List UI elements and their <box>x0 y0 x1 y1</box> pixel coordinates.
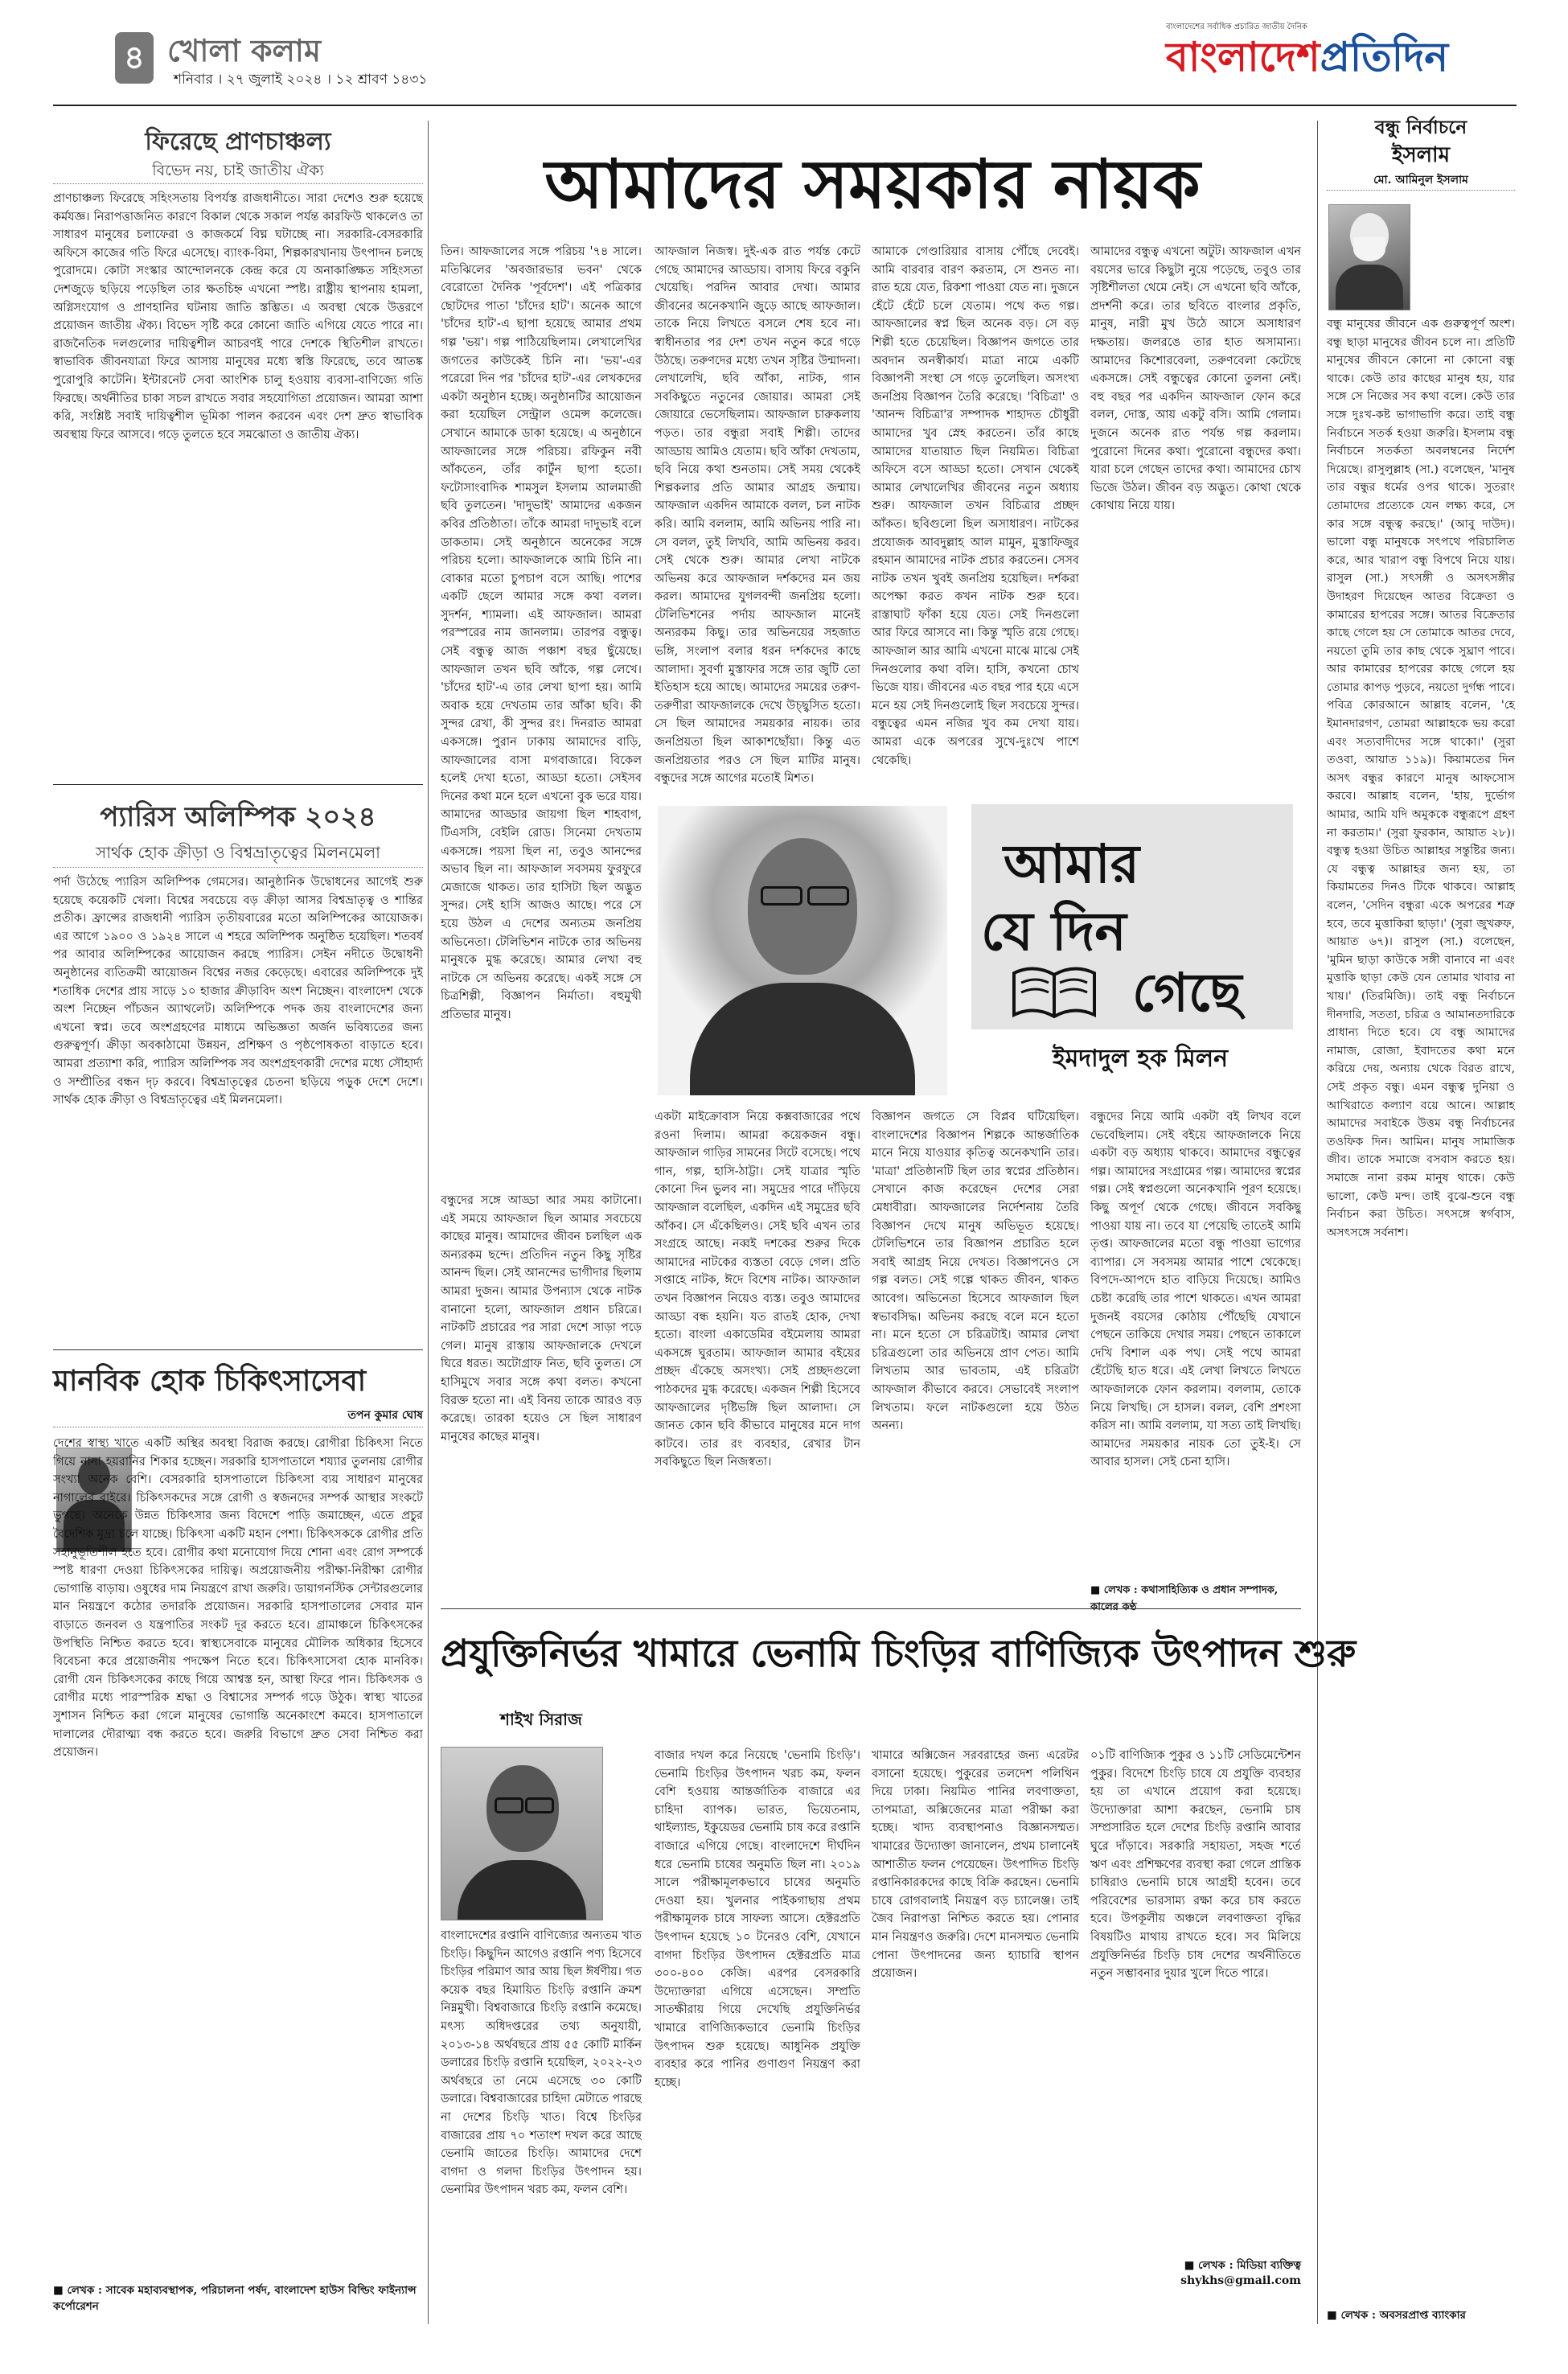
page-number: ৪ <box>124 39 145 76</box>
main-lower-col-2: বিজ্ঞাপন জগতে সে বিপ্লব ঘটিয়েছিল। বাংলাদেশের বিজ্ঞাপন শিল্পকে আন্তর্জাতিক মানে নিয়ে যাওয়ার কৃতিত্ব অনেকখানি তার। 'মাত্রা' প্রতিষ্ঠানটি ছিল তার স্বপ্নের প্রতিষ্ঠান। সেখানে কাজ করেছেন দেশের সেরা মেধাবীরা। আফজালের নির্দেশনায় তৈরি বিজ্ঞাপন দেখে মানুষ অভিভূত হয়েছে। টেলিভিশনে তার বিজ্ঞাপন প্রচারিত হলে সবাই আগ্রহ নিয়ে দেখত। বিজ্ঞাপনেও সে গল্প বলত। সেই গল্পে থাকত জীবন, থাকত আবেগ। অভিনেতা হিসেবে আফজাল ছিল স্বভাবসিদ্ধ। অভিনয় করছে বলে মনে হতো না। মনে হতো সে চরিত্রটাই। আমার লেখা চরিত্রগুলো তার অভিনয়ে প্রাণ পেত। আমি লিখতাম আর ভাবতাম, এই চরিত্রটা আফজাল কীভাবে করবে। সেভাবেই সংলাপ লিখতাম। ফলে নাটকগুলো হয়ে উঠত অনন্য। <box>872 1111 1079 1433</box>
main-col-3: আমাকে গেণ্ডারিয়ার বাসায় পৌঁছে দেবেই। আমি বারবার বারণ করতাম, সে শুনত না। রাত হয়ে যেত, রিকশা পাওয়া যেত না। দুজনে হেঁটে হেঁটে চলে যেতাম। পথে কত গল্প। আফজালের স্বপ্ন ছিল অনেক বড়। সে বড় শিল্পী হতে চেয়েছিল। বিজ্ঞাপন জগতে তার অবদান অনস্বীকার্য। মাত্রা নামে একটি বিজ্ঞাপনী সংস্থা সে গড়ে তুলেছিল। অসংখ্য জনপ্রিয় বিজ্ঞাপন তৈরি করেছে। 'বিচিত্রা' ও 'আনন্দ বিচিত্রা'র সম্পাদক শাহাদত চৌধুরী আমাদের খুব স্নেহ করতেন। তাঁর কাছে আমাদের যাতায়াত ছিল নিয়মিত। বিচিত্রা অফিসে বসে আড্ডা হতো। সেখান থেকেই আমার লেখালেখির জীবনের নতুন অধ্যায় শুরু। আফজাল তখন বিচিত্রার প্রচ্ছদ আঁকত। ছবিগুলো ছিল অসাধারণ। নাটকের প্রযোজক আবদুল্লাহ আল মামুন, মুস্তাফিজুর রহমান আমাদের নাটক প্রচার করতেন। সেসব নাটক তখন খুবই জনপ্রিয় হয়েছিল। দর্শকরা অপেক্ষা করত কখন নাটক শুরু হবে। রাস্তাঘাট ফাঁকা হয়ে যেত। সেই দিনগুলো আর ফিরে আসবে না। কিন্তু স্মৃতি রয়ে গেছে। আফজাল আর আমি এখনো মাঝে মাঝে সেই দিনগুলোর কথা বলি। হাসি, কখনো চোখ ভিজে যায়। জীবনের এত বছর পার হয়ে এসে মনে হয় সেই দিনগুলোই ছিল সবচেয়ে সুন্দর। বন্ধুত্বের এমন নজির খুব কম দেখা যায়। আমরা একে অপরের সুখে-দুঃখে পাশে থেকেছি। <box>872 245 1079 767</box>
bottom-headline: প্রযুক্তিনির্ভর খামারে ভেনামি চিংড়ির বাণিজ্যিক উৎপাদন শুরু <box>441 1632 1357 1676</box>
main-lower-col-1: একটা মাইক্রোবাস নিয়ে কক্সবাজারের পথে রওনা দিলাম। আমরা কয়েকজন বন্ধু। আফজাল গাড়ির সামনের সিটে বসেছে। পথে গান, গল্প, হাসি-ঠাট্টা। সেই যাত্রার স্মৃতি কোনো দিন ভুলব না। সমুদ্রের পারে দাঁড়িয়ে আফজাল বলেছিল, একদিন এই সমুদ্রের ছবি আঁকব। সে এঁকেছিলও। সেই ছবি এখন তার সংগ্রহে আছে। নব্বই দশকের শুরুর দিকে আমাদের নাটকের ব্যস্ততা বেড়ে গেল। প্রতি সপ্তাহে নাটক, ঈদে বিশেষ নাটক। আফজাল তখন বিজ্ঞাপন নিয়েও ব্যস্ত। তবুও আমাদের আড্ডা বন্ধ হয়নি। যত রাতই হোক, দেখা হতো। বাংলা একাডেমির বইমেলায় আমরা একসঙ্গে ঘুরতাম। আফজাল আমার বইয়ের প্রচ্ছদ এঁকেছে অসংখ্য। সেই প্রচ্ছদগুলো পাঠকদের মুগ্ধ করেছে। একজন শিল্পী হিসেবে আফজালের দৃষ্টিভঙ্গি ছিল আলাদা। সে জানত কোন ছবি কীভাবে মানুষের মনে দাগ কাটবে। তার রং ব্যবহার, রেখার টান সবকিছুতে ছিল নিজস্বতা। <box>655 1111 860 1469</box>
bottom-col-2: বাজার দখল করে নিয়েছে 'ভেনামি চিংড়ি'। ভেনামি চিংড়ির উৎপাদন খরচ কম, ফলন বেশি হওয়ায় আন্তর্জাতিক বাজারে এর চাহিদা ব্যাপক। ভারত, ভিয়েতনাম, থাইল্যান্ড, ইকুয়েডর ভেনামি চাষ করে রপ্তানি বাজারে এগিয়ে গেছে। বাংলাদেশে দীর্ঘদিন ধরে ভেনামি চাষের অনুমতি ছিল না। ২০১৯ সালে পরীক্ষামূলকভাবে চাষের অনুমতি দেওয়া হয়। খুলনার পাইকগাছায় প্রথম পরীক্ষামূলক চাষে সাফল্য আসে। হেক্টরপ্রতি উৎপাদন হয়েছে ১০ টনেরও বেশি, যেখানে বাগদা চিংড়ির উৎপাদন হেক্টরপ্রতি মাত্র ৩০০-৪০০ কেজি। এরপর বেসরকারি উদ্যোক্তারা এগিয়ে এসেছেন। সম্প্রতি সাতক্ষীরায় গিয়ে দেখেছি প্রযুক্তিনির্ভর খামারে বাণিজ্যিকভাবে ভেনামি চিংড়ির উৎপাদন শুরু হয়েছে। আধুনিক প্রযুক্তি ব্যবহার করে পানির গুণাগুণ নিয়ন্ত্রণ করা হচ্ছে। <box>655 1749 860 2089</box>
logo-text-part2: প্রতিদিন <box>1320 34 1449 80</box>
author-photo-milon <box>658 806 947 1095</box>
religion-author: মো. আমিনুল ইসলাম <box>1373 174 1468 187</box>
main-col-1: তিন। আফজালের সঙ্গে পরিচয় '৭৪ সালে। মতিঝিলের 'অবজারভার ভবন' থেকে বেরোতো দৈনিক 'পূর্বদেশ'। এই পত্রিকার ছোটদের পাতা 'চাঁদের হাট'। অনেক আগে 'চাঁদের হাট'-এ ছাপা হয়েছে আমার প্রথম গল্প 'ভয়'। গল্প পাঠিয়েছিলাম। লেখালেখির জগতের কাউকেই চিনি না। 'ভয়'-এর পরেরো দিন পর 'চাঁদের হাট'-এর লেখকদের একটা অনুষ্ঠান হচ্ছে। অনুষ্ঠানটির আয়োজন করা হয়েছিল সেন্ট্রাল ওমেন্স কলেজে। সেখানে আমাকে ডাকা হয়েছে। এ অনুষ্ঠানে আফজালের সঙ্গে পরিচয়। রফিকুন নবী আঁকতেন, তাঁর কার্টুন ছাপা হতো। ফটোসাংবাদিক শামসুল ইসলাম আলমাজী ছবি তুলতেন। 'দাদুভাই' আমাদের একজন কবির প্রতিষ্ঠাতা। তাঁকে আমরা দাদুভাই বলে ডাকতাম। সেই অনুষ্ঠানে অনেকের সঙ্গে পরিচয় হলো। আফজালকে আমি চিনি না। বোকার মতো চুপচাপ বসে আছি। পাশের একটি ছেলে আমার সঙ্গে কথা বলল। সুদর্শন, শ্যামলা। এই আফজাল। আমরা পরস্পরের নাম জানলাম। তারপর বন্ধুত্ব। সেই বন্ধুত্ব আজ পঞ্চাশ বছর ছুঁয়েছে। আফজাল তখন ছবি আঁকে, গল্প লেখে। 'চাঁদের হাট'-এ তার লেখা ছাপা হয়। আমি অবাক হয়ে দেখতাম তার আঁকা ছবি। কী সুন্দর রেখা, কী সুন্দর রং। দিনরাত আমরা একসঙ্গে। পুরান ঢাকায় আমাদের বাড়ি, আফজালের বাসা মগবাজারে। বিকেল হলেই দেখা হতো, আড্ডা হতো। সেইসব দিনের কথা মনে হলে এখনো বুক ভরে যায়। আমাদের আড্ডার জায়গা ছিল শাহবাগ, টিএসসি, বেইলি রোড। সিনেমা দেখতাম একসঙ্গে। পয়সা ছিল না, তবুও আনন্দের অভাব ছিল না। আফজাল সবসময় ফুরফুরে মেজাজে থাকত। তার হাসিটা ছিল অদ্ভুত সুন্দর। সেই হাসি আজও আছে। পরে সে হয়ে উঠল এ দেশের অন্যতম জনপ্রিয় অভিনেতা। টেলিভিশন নাটকে তার অভিনয় মানুষকে মুগ্ধ করেছে। আমার লেখা বহু নাটকে সে অভিনয় করেছে। একই সঙ্গে সে চিত্রশিল্পী, বিজ্ঞাপন নির্মাতা। বহুমুখী প্রতিভার মানুষ। <box>441 245 642 1021</box>
logo-tagline: বাংলাদেশের সর্বাধিক প্রচারিত জাতীয় দৈনিক <box>1166 23 1307 31</box>
masthead-rule <box>53 105 1517 106</box>
main-headline: আমাদের সময়কার নায়ক <box>544 145 1201 224</box>
olympic-title: প্যারিস অলিম্পিক ২০২৪ <box>100 801 376 833</box>
feature-author: ইমদাদুল হক মিলন <box>1053 1045 1228 1073</box>
bottom-col-1: বাংলাদেশের রপ্তানি বাণিজ্যের অন্যতম খাত চিংড়ি। কিছুদিন আগেও রপ্তানি পণ্য হিসেবে চিংড়ির পরিমাণ আর আয় ছিল ঈর্ষণীয়। গত কয়েক বছর হিমায়িত চিংড়ি রপ্তানি ক্রমশ নিম্নমুখী। বিশ্ববাজারে চিংড়ি রপ্তানি কমেছে। মৎস্য অধিদপ্তরের তথ্য অনুযায়ী, ২০১৩-১৪ অর্থবছরে প্রায় ৫৫ কোটি মার্কিন ডলারের চিংড়ি রপ্তানি হয়েছিল, ২০২২-২৩ অর্থবছরে তা নেমে এসেছে ৩০ কোটি ডলারে। বিশ্ববাজারের চাহিদা মেটাতে পারছে না দেশের চিংড়ি খাত। বিশ্বে চিংড়ির বাজারের প্রায় ৭০ শতাংশ দখল করে আছে ভেনামি জাতের চিংড়ি। আমাদের দেশে বাগদা ও গলদা চিংড়ির উৎপাদন হয়। ভেনামির উৎপাদন খরচ কম, ফলন বেশি। <box>441 1929 642 2197</box>
religion-body: বন্ধু মানুষের জীবনে এক গুরুত্বপূর্ণ অংশ। বন্ধু ছাড়া মানুষের জীবন চলে না। প্রতিটি মানুষের জীবনে কোনো না কোনো বন্ধু থাকে। কেউ তার কাছের মানুষ হয়, যার সঙ্গে সে নিজের সব কথা বলে। কেউ তার সঙ্গে দুঃখ-কষ্ট ভাগাভাগি করে। তাই বন্ধু নির্বাচনে সতর্ক হওয়া জরুরি। ইসলাম বন্ধু নির্বাচনে সতর্কতা অবলম্বনের নির্দেশ দিয়েছে। রাসুলুল্লাহ (সা.) বলেছেন, 'মানুষ তার বন্ধুর ধর্মের ওপর থাকে। সুতরাং তোমাদের প্রত্যেকে যেন লক্ষ্য করে, সে কার সঙ্গে বন্ধুত্ব করছে।' (আবু দাউদ)। ভালো বন্ধু মানুষকে সৎপথে পরিচালিত করে, আর খারাপ বন্ধু বিপথে নিয়ে যায়। রাসুল (সা.) সৎসঙ্গী ও অসৎসঙ্গীর উদাহরণ দিয়েছেন আতর বিক্রেতা ও কামারের হাপরের সঙ্গে। আতর বিক্রেতার কাছে গেলে হয় সে তোমাকে আতর দেবে, নয়তো তুমি তার কাছ থেকে সুঘ্রাণ পাবে। আর কামারের হাপরের কাছে গেলে হয় তোমার কাপড় পুড়বে, নয়তো দুর্গন্ধ পাবে। পবিত্র কোরআনে আল্লাহ বলেন, 'হে ইমানদারগণ, তোমরা আল্লাহকে ভয় করো এবং সত্যবাদীদের সঙ্গে থাকো।' (সুরা তওবা, আয়াত ১১৯)। কিয়ামতের দিন অসৎ বন্ধুর কারণে মানুষ আফসোস করবে। আল্লাহ বলেন, 'হায়, দুর্ভোগ আমার, আমি যদি অমুককে বন্ধুরূপে গ্রহণ না করতাম।' (সুরা ফুরকান, আয়াত ২৮)। বন্ধুত্ব হওয়া উচিত আল্লাহর সন্তুষ্টির জন্য। যে বন্ধুত্ব আল্লাহর জন্য হয়, তা কিয়ামতের দিনও টিকে থাকবে। আল্লাহ বলেন, 'সেদিন বন্ধুরা একে অপরের শত্রু হবে, তবে মুত্তাকিরা ছাড়া।' (সুরা জুখরুফ, আয়াত ৬৭)। রাসুল (সা.) বলেছেন, 'মুমিন ছাড়া কাউকে সঙ্গী বানাবে না এবং মুত্তাকি ছাড়া কেউ যেন তোমার খাবার না খায়।' (তিরমিজি)। তাই বন্ধু নির্বাচনে দীনদারি, সততা, চরিত্র ও আমানতদারিকে প্রাধান্য দিতে হবে। যে বন্ধু আমাদের নামাজ, রোজা, ইবাদতের কথা মনে করিয়ে দেয়, অন্যায় থেকে বিরত রাখে, সেই প্রকৃত বন্ধু। এমন বন্ধুত্ব দুনিয়া ও আখিরাতে কল্যাণ বয়ে আনে। আল্লাহ আমাদের সবাইকে উত্তম বন্ধু নির্বাচনের তওফিক দিন। আমিন। মানুষ সামাজিক জীব। তাকে সমাজে বসবাস করতে হয়। সমাজে নানা রকম মানুষ থাকে। কেউ ভালো, কেউ মন্দ। তাই বুঝে-শুনে বন্ধু নির্বাচন করা উচিত। সৎসঙ্গে স্বর্গবাস, অসৎসঙ্গে সর্বনাশ। <box>1327 318 1515 1239</box>
issue-date: শনিবার । ২৭ জুলাই ২০২৪ । ১২ শ্রাবণ ১৪৩১ <box>174 72 428 88</box>
main-feature-footer: ■ লেখক : কথাসাহিত্যিক ও প্রধান সম্পাদক, কালের কণ্ঠ <box>1090 1584 1279 1613</box>
series-title-line2: যে দিন <box>981 901 1127 963</box>
olympic-subtitle-rule <box>53 867 423 868</box>
bottom-col-1b <box>608 1747 642 1919</box>
divider-left <box>428 121 429 2324</box>
main-lower-col-3: বন্ধুদের নিয়ে আমি একটা বই লিখব বলে ভেবেছিলাম। সেই বইয়ে আফজালকে নিয়ে একটা বড় অধ্যায় থাকবে। আমাদের বন্ধুত্বের গল্প। আমাদের সংগ্রামের গল্প। আমাদের স্বপ্নের গল্প। সেই স্বপ্নগুলো অনেকখানি পূরণ হয়েছে। কিছু অপূর্ণ থেকে গেছে। জীবনে সবকিছু পাওয়া যায় না। তবে যা পেয়েছি তাতেই আমি তৃপ্ত। আফজালের মতো বন্ধু পাওয়া ভাগ্যের ব্যাপার। সে সবসময় আমার পাশে থেকেছে। বিপদে-আপদে হাত বাড়িয়ে দিয়েছে। আমিও চেষ্টা করেছি তার পাশে থাকতে। এখন আমরা দুজনই বয়সের কোঠায় পৌঁছেছি যেখানে পেছনে তাকিয়ে দেখার সময়। পেছনে তাকালে দেখি বিশাল এক পথ। সেই পথে আমরা হেঁটেছি হাত ধরে। এই লেখা লিখতে লিখতে আফজালকে ফোন করলাম। বললাম, তোকে নিয়ে লিখছি। সে হাসল। বলল, বেশি প্রশংসা করিস না। আমি বললাম, যা সত্য তাই লিখছি। আমাদের সময়কার নায়ক তো তুই-ই। সে আবার হাসল। সেই চেনা হাসি। <box>1090 1111 1301 1469</box>
religion-title-line1: বন্ধু নির্বাচনে <box>1374 117 1467 138</box>
main-feature-bottom-rule <box>441 1608 1301 1609</box>
medical-body: দেশের স্বাস্থ্য খাতে একটি অস্থির অবস্থা বিরাজ করছে। রোগীরা চিকিৎসা নিতে গিয়ে নানা হয়রানির শিকার হচ্ছেন। সরকারি হাসপাতালে শয্যার তুলনায় রোগীর সংখ্যা অনেক বেশি। বেসরকারি হাসপাতালে চিকিৎসা ব্যয় সাধারণ মানুষের নাগালের বাইরে। চিকিৎসকদের সঙ্গে রোগী ও স্বজনদের সম্পর্ক আস্থার সংকটে ভুগছে। অনেকে উন্নত চিকিৎসার জন্য বিদেশে পাড়ি জমাচ্ছেন, এতে প্রচুর বৈদেশিক মুদ্রা চলে যাচ্ছে। চিকিৎসা একটি মহান পেশা। চিকিৎসককে রোগীর প্রতি সহানুভূতিশীল হতে হবে। রোগীর কথা মনোযোগ দিয়ে শোনা এবং রোগ সম্পর্কে স্পষ্ট ধারণা দেওয়া চিকিৎসকের দায়িত্ব। অপ্রয়োজনীয় পরীক্ষা-নিরীক্ষা রোগীর ভোগান্তি বাড়ায়। ওষুধের দাম নিয়ন্ত্রণে রাখা জরুরি। ডায়াগনস্টিক সেন্টারগুলোর মান নিয়ন্ত্রণে কঠোর তদারকি প্রয়োজন। সরকারি হাসপাতালের সেবার মান বাড়াতে জনবল ও যন্ত্রপাতির সংকট দূর করতে হবে। গ্রামাঞ্চলে চিকিৎসকের উপস্থিতি নিশ্চিত করতে হবে। স্বাস্থ্যসেবাকে মানুষের মৌলিক অধিকার হিসেবে বিবেচনা করে প্রয়োজনীয় পদক্ষেপ নিতে হবে। চিকিৎসাসেবা হোক মানবিক। রোগী যেন চিকিৎসকের কাছে গিয়ে আশ্বস্ত হন, আস্থা ফিরে পান। চিকিৎসক ও রোগীর মধ্যে পারস্পরিক শ্রদ্ধা ও বিশ্বাসের সম্পর্ক গড়ে উঠুক। স্বাস্থ্য খাতের সুশাসন নিশ্চিত করা গেলে মানুষের ভোগান্তি অনেকাংশে কমবে। হাসপাতালে দালালের দৌরাত্ম্য বন্ধ করতে হবে। জরুরি বিভাগে দ্রুত সেবা নিশ্চিত করা প্রয়োজন। <box>53 1437 423 1760</box>
section-name: খোলা কলাম <box>167 33 321 68</box>
main-col-4: আমাদের বন্ধুত্ব এখনো অটুট। আফজাল এখন বয়সের ভারে কিছুটা নুয়ে পড়েছে, তবুও তার সৃষ্টিশীলতা থেমে নেই। সে এখনো ছবি আঁকে, প্রদর্শনী করে। তার ছবিতে বাংলার প্রকৃতি, মানুষ, নারী মুখ উঠে আসে অসাধারণ দক্ষতায়। জলরঙে তার হাত অসামান্য। আমাদের কিশোরবেলা, তরুণবেলা কেটেছে একসঙ্গে। সেই বন্ধুত্বের কোনো তুলনা নেই। বহু বছর পর একদিন আফজাল ফোন করে বলল, দোস্ত, আয় একটু বসি। আমি গেলাম। দুজনে অনেক রাত পর্যন্ত গল্প করলাম। পুরোনো দিনের কথা। পুরোনো বন্ধুদের কথা। যারা চলে গেছেন তাদের কথা। আমাদের চোখ ভিজে উঠল। জীবন বড় অদ্ভুত। কোথা থেকে কোথায় নিয়ে যায়। <box>1090 245 1301 513</box>
page-number-badge <box>115 32 154 84</box>
olympic-separator <box>53 1349 423 1350</box>
olympic-subtitle: সার্থক হোক ক্রীড়া ও বিশ্বভ্রাতৃত্বের মিলনমেলা <box>96 843 380 862</box>
series-title-line3: গেছে <box>1132 962 1242 1024</box>
editorial-separator <box>53 784 423 785</box>
religion-footer: ■ লেখক : অবসরপ্রাপ্ত ব্যাংকার <box>1327 2309 1466 2322</box>
bottom-footer: ■ লেখক : মিডিয়া ব্যক্তিত্ব <box>1184 2259 1301 2272</box>
series-title-line1: আমার <box>1004 833 1140 895</box>
bottom-col-4: ০১টি বাণিজ্যিক পুকুর ও ১১টি সেডিমেন্টেশন পুকুর। বিদেশে চিংড়ি চাষে যে প্রযুক্তি ব্যবহার হয় তা এখানে প্রয়োগ করা হয়েছে। উদ্যোক্তারা আশা করছেন, ভেনামি চাষ সম্প্রসারিত হলে দেশের চিংড়ি রপ্তানি আবার ঘুরে দাঁড়াবে। সরকারি সহায়তা, সহজ শর্তে ঋণ এবং প্রশিক্ষণের ব্যবস্থা করা গেলে প্রান্তিক চাষিরাও ভেনামি চাষে আগ্রহী হবেন। তবে পরিবেশের ভারসাম্য রক্ষা করে চাষ করতে হবে। উপকূলীয় অঞ্চলে লবণাক্ততা বৃদ্ধির বিষয়টিও মাথায় রাখতে হবে। সব মিলিয়ে প্রযুক্তিনির্ভর চিংড়ি চাষ দেশের অর্থনীতিতে নতুন সম্ভাবনার দুয়ার খুলে দিতে পারে। <box>1090 1749 1301 1981</box>
open-book-icon <box>1010 957 1098 1021</box>
medical-author: তপন কুমার ঘোষ <box>347 1409 423 1422</box>
religion-author-rule <box>1327 190 1515 191</box>
author-photo-aminul <box>1328 204 1410 310</box>
series-logo <box>971 804 1293 1029</box>
olympic-body: পর্দা উঠেছে প্যারিস অলিম্পিক গেমসের। আনুষ্ঠানিক উদ্বোধনের আগেই শুরু হয়েছে কয়েকটি খেলা। বিশ্বের সবচেয়ে বড় ক্রীড়া আসর বিশ্বভ্রাতৃত্ব ও শান্তির প্রতীক। ফ্রান্সের রাজধানী প্যারিস তৃতীয়বারের মতো অলিম্পিকের আয়োজক। এর আগে ১৯০০ ও ১৯২৪ সালে এ শহরে অলিম্পিক অনুষ্ঠিত হয়েছিল। শতবর্ষ পর আবার অলিম্পিকের আয়োজন করছে প্যারিস। সেইন নদীতে উদ্বোধনী অনুষ্ঠানের ব্যতিক্রমী আয়োজন বিশ্বের নজর কেড়েছে। এবারের অলিম্পিকে দুই শতাধিক দেশের প্রায় সাড়ে ১০ হাজার ক্রীড়াবিদ অংশ নিচ্ছেন। বাংলাদেশ থেকে অংশ নিচ্ছেন পাঁচজন অ্যাথলেট। অলিম্পিকে পদক জয় বাংলাদেশের জন্য এখনো স্বপ্ন। তবে অংশগ্রহণের মাধ্যমে অভিজ্ঞতা অর্জন ভবিষ্যতের জন্য গুরুত্বপূর্ণ। ক্রীড়া অবকাঠামো উন্নয়ন, প্রশিক্ষণ ও পৃষ্ঠপোষকতা বাড়াতে হবে। আমরা প্রত্যাশা করি, প্যারিস অলিম্পিক সব অংশগ্রহণকারী দেশের মধ্যে সৌহার্দ্য ও সম্প্রীতির বন্ধন দৃঢ় করবে। বিশ্বভ্রাতৃত্বের চেতনা ছড়িয়ে পড়ুক দেশে দেশে। সার্থক হোক ক্রীড়া ও বিশ্বভ্রাতৃত্বের এই মিলনমেলা। <box>53 876 423 1107</box>
logo-text-part1: বাংলাদেশ <box>1166 34 1320 80</box>
main-lower-col-0: বন্ধুদের সঙ্গে আড্ডা আর সময় কাটানো। এই সময়ে আফজাল ছিল আমার সবচেয়ে কাছের মানুষ। আমাদের জীবন চলছিল এক অন্যরকম ছন্দে। প্রতিদিন নতুন কিছু সৃষ্টির আনন্দ ছিল। সেই আনন্দের ভাগীদার ছিলাম আমরা দুজন। আমার উপন্যাস থেকে নাটক বানানো হলো, আফজাল প্রধান চরিত্রে। নাটকটি প্রচারের পর সারা দেশে সাড়া পড়ে গেল। মানুষ রাস্তায় আফজালকে দেখলে ঘিরে ধরত। অটোগ্রাফ নিত, ছবি তুলত। সে হাসিমুখে সবার সঙ্গে কথা বলত। কখনো বিরক্ত হতো না। এই বিনয় তাকে আরও বড় করেছে। তারকা হয়েও সে ছিল সাধারণ মানুষের কাছের মানুষ। <box>441 1194 642 1444</box>
bottom-author-email: shykhs@gmail.com <box>1180 2274 1301 2287</box>
medical-title: মানবিক হোক চিকিৎসাসেবা <box>53 1365 367 1398</box>
divider-right <box>1317 121 1318 2324</box>
logo <box>1166 21 1504 93</box>
main-col-2: আফজাল নিজস্ব। দুই-এক রাত পর্যন্ত কেটে গেছে আমাদের আড্ডায়। বাসায় ফিরে বকুনি খেয়েছি। পরদিন আবার দেখা। আমার জীবনের অনেকখানি জুড়ে আছে আফজাল। তাকে নিয়ে লিখতে বসলে শেষ হবে না। স্বাধীনতার পর দেশ তখন নতুন করে গড়ে উঠছে। তরুণদের মধ্যে তখন সৃষ্টির উন্মাদনা। লেখালেখি, ছবি আঁকা, নাটক, গান সবকিছুতে নতুনের জোয়ার। আমরা সেই জোয়ারে ভেসেছিলাম। আফজাল চারুকলায় পড়ত। তার বন্ধুরা সবাই শিল্পী। তাদের আড্ডায় আমিও যেতাম। ছবি আঁকা দেখতাম, ছবি নিয়ে কথা শুনতাম। সেই সময় থেকেই শিল্পকলার প্রতি আমার আগ্রহ জন্মায়। আফজাল একদিন আমাকে বলল, চল নাটক করি। আমি বললাম, আমি অভিনয় পারি না। সে বলল, তুই লিখবি, আমি অভিনয় করব। সেই থেকে শুরু। আমার লেখা নাটকে অভিনয় করে আফজাল দর্শকদের মন জয় করল। আমাদের যুগলবন্দী জনপ্রিয় হলো। টেলিভিশনের পর্দায় আফজাল মানেই অন্যরকম কিছু। তার অভিনয়ের সহজাত ভঙ্গি, সংলাপ বলার ধরন দর্শকদের কাছে আলাদা। সুবর্ণা মুস্তাফার সঙ্গে তার জুটি তো ইতিহাস হয়ে আছে। আমাদের সময়ের তরুণ-তরুণীরা আফজালকে দেখে উচ্ছ্বসিত হতো। সে ছিল আমাদের সময়কার নায়ক। তার জনপ্রিয়তা ছিল আকাশছোঁয়া। কিন্তু এত জনপ্রিয়তার পরও সে ছিল মাটির মানুষ। বন্ধুদের সঙ্গে আগের মতোই মিশত। <box>655 245 860 786</box>
editorial-title: ফিরেছে প্রাণচাঞ্চল্য <box>145 128 331 156</box>
bottom-col-3: খামারে অক্সিজেন সরবরাহের জন্য এরেটর বসানো হয়েছে। পুকুরের তলদেশ পলিথিন দিয়ে ঢাকা। নিয়মিত পানির লবণাক্ততা, তাপমাত্রা, অক্সিজেনের মাত্রা পরীক্ষা করা হচ্ছে। খাদ্য ব্যবস্থাপনাও বিজ্ঞানসম্মত। খামারের উদ্যোক্তা জানালেন, প্রথম চালানেই আশাতীত ফলন পেয়েছেন। উৎপাদিত চিংড়ি রপ্তানিকারকদের কাছে বিক্রি করছেন। ভেনামি চাষে রোগবালাই নিয়ন্ত্রণ বড় চ্যালেঞ্জ। তাই জৈব নিরাপত্তা নিশ্চিত করতে হয়। পোনার মান নিয়ন্ত্রণও জরুরি। দেশে মানসম্মত ভেনামি পোনা উৎপাদনের জন্য হ্যাচারি স্থাপন প্রয়োজন। <box>872 1749 1079 1981</box>
editorial-body: প্রাণচাঞ্চল্য ফিরেছে সহিংসতায় বিপর্যস্ত রাজধানীতে। সারা দেশেও শুরু হয়েছে কর্মযজ্ঞ। নিরাপত্তাজনিত কারণে বিকাল থেকে সকাল পর্যন্ত কারফিউ থাকলেও তা সাধারণ মানুষের চলাফেরা ও কাজকর্মে বিঘ্ন ঘটাচ্ছে না। সরকারি-বেসরকারি অফিসে কাজের গতি ফিরে এসেছে। ব্যাংক-বিমা, শিল্পকারখানায় উৎপাদন চলছে পুরোদমে। কোটা সংস্কার আন্দোলনকে কেন্দ্র করে যে অনাকাঙ্ক্ষিত সহিংসতা দেশজুড়ে ছড়িয়ে পড়েছিল তার ক্ষতচিহ্ন এখনো স্পষ্ট। রাষ্ট্রীয় স্থাপনায় হামলা, অগ্নিসংযোগ ও প্রাণহানির ঘটনায় জাতি স্তম্ভিত। এ অবস্থা থেকে উত্তরণে প্রয়োজন জাতীয় ঐক্য। বিভেদ সৃষ্টি করে কোনো জাতি এগিয়ে যেতে পারে না। রাজনৈতিক দলগুলোর দায়িত্বশীল আচরণই পারে দেশকে স্থিতিশীল রাখতে। স্বাভাবিক জীবনযাত্রা ফিরে আসায় মানুষের মধ্যে স্বস্তি ফিরেছে, তবে আতঙ্ক পুরোপুরি কাটেনি। ইন্টারনেট সেবা আংশিক চালু হওয়ায় ব্যবসা-বাণিজ্যে গতি ফিরছে। অর্থনীতির চাকা সচল রাখতে সবার সহযোগিতা প্রয়োজন। আমরা আশা করি, সংশ্লিষ্ট সবাই দায়িত্বশীল ভূমিকা পালন করবেন এবং দেশ দ্রুত স্বাভাবিক অবস্থায় ফিরে আসবে। গড়ে তুলতে হবে সমঝোতা ও জাতীয় ঐক্য। <box>53 192 423 442</box>
religion-title-line2: ইসলাম <box>1391 143 1451 167</box>
medical-footer: ■ লেখক : সাবেক মহাব্যবস্থাপক, পরিচালনা পর্ষদ, বাংলাদেশ হাউস বিল্ডিং ফাইন্যান্স কর্পোরেশন <box>53 2284 417 2313</box>
editorial-subtitle: বিভেদ নয়, চাই জাতীয় ঐক্য <box>152 162 324 179</box>
author-photo-shykh <box>441 1747 603 1920</box>
editorial-subtitle-rule <box>53 183 423 184</box>
feature-illustration <box>650 798 1301 1099</box>
bottom-author: শাইখ সিরাজ <box>500 1710 582 1729</box>
